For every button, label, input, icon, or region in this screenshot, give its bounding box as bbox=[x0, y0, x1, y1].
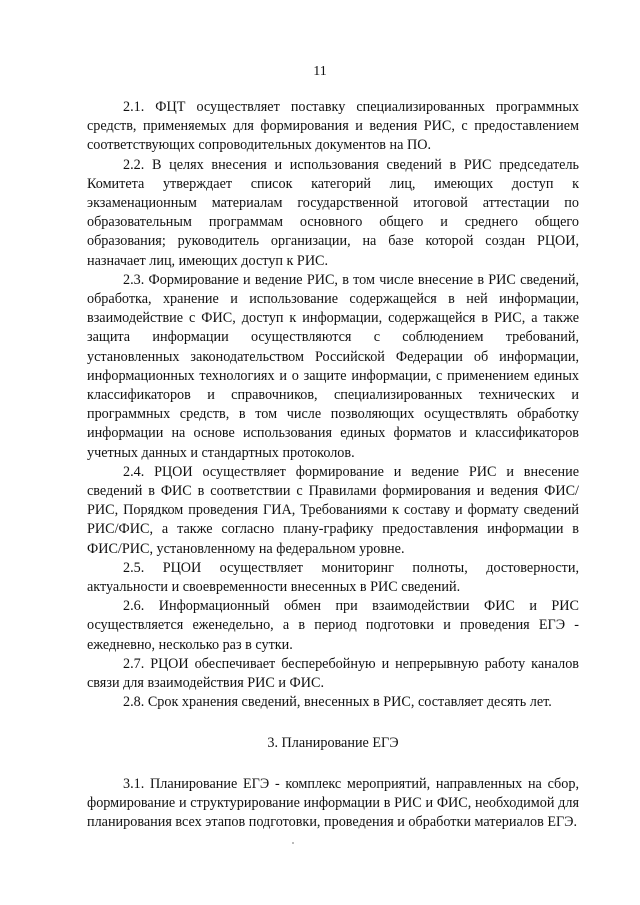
paragraph-2-5: 2.5. РЦОИ осуществляет мониторинг полноты, достоверности, актуальности и своевременности внесенных в РИС сведений. bbox=[87, 559, 579, 596]
section-title: 3. Планирование ЕГЭ bbox=[267, 734, 399, 751]
document-body bbox=[87, 98, 579, 832]
paragraph-2-7: 2.7. РЦОИ обеспечивает бесперебойную и непрерывную работу каналов связи для взаимодействия РИС и ФИС. bbox=[87, 655, 579, 692]
paragraph-2-8: 2.8. Срок хранения сведений, внесенных в РИС, составляет десять лет. bbox=[123, 694, 552, 711]
paragraph-3-1: 3.1. Планирование ЕГЭ - комплекс мероприятий, направленных на сбор, формирование и структурирование информации в РИС и ФИС, необходимой для планирования всех этапов подготовки, проведения и обработки материалов ЕГЭ. bbox=[87, 775, 579, 831]
paragraph-2-6: 2.6. Информационный обмен при взаимодействии ФИС и РИС осуществляется еженедельно, а в период подготовки и проведения ЕГЭ - ежедневно, несколько раз в сутки. bbox=[87, 598, 579, 653]
paragraph-2-1: 2.1. ФЦТ осуществляет поставку специализированных программных средств, применяемых для формирования и ведения РИС, с предоставлением соответствующих сопроводительных документов на ПО. bbox=[87, 99, 579, 154]
scan-speck bbox=[292, 842, 294, 844]
paragraph-2-3: 2.3. Формирование и ведение РИС, в том числе внесение в РИС сведений, обработка, хранение и использование содержащейся в ней информации, взаимодействие с ФИС, доступ к информации, содержащейся в РИС, а также защита информации осуществляются с соблюдением требований, установленных законодательством Российской Федерации об информации, информационных технологиях и о защите информации, с применением единых классификаторов и справочников, специализированных технических и программных средств, в том числе позволяющих осуществлять обработку информации на основе использования единых форматов и классификаторов учетных данных и стандартных протоколов. bbox=[87, 271, 579, 461]
paragraph-2-4: 2.4. РЦОИ осуществляет формирование и ведение РИС и внесение сведений в ФИС в соответствии с Правилами формирования и ведения ФИС/РИС, Порядком проведения ГИА, Требованиями к составу и формату сведений РИС/ФИС, а также согласно плану-графику предоставления информации в ФИС/РИС, установленному на федеральном уровне. bbox=[87, 463, 579, 557]
paragraph-2-2: 2.2. В целях внесения и использования сведений в РИС председатель Комитета утверждает список категорий лиц, имеющих доступ к экзаменационным материалам государственной итоговой аттестации по образовательным программам основного общего и среднего общего образования; руководитель организации, на базе которой создан РЦОИ, назначает лиц, имеющих доступ к РИС. bbox=[87, 156, 579, 269]
page-number: 11 bbox=[313, 64, 327, 79]
